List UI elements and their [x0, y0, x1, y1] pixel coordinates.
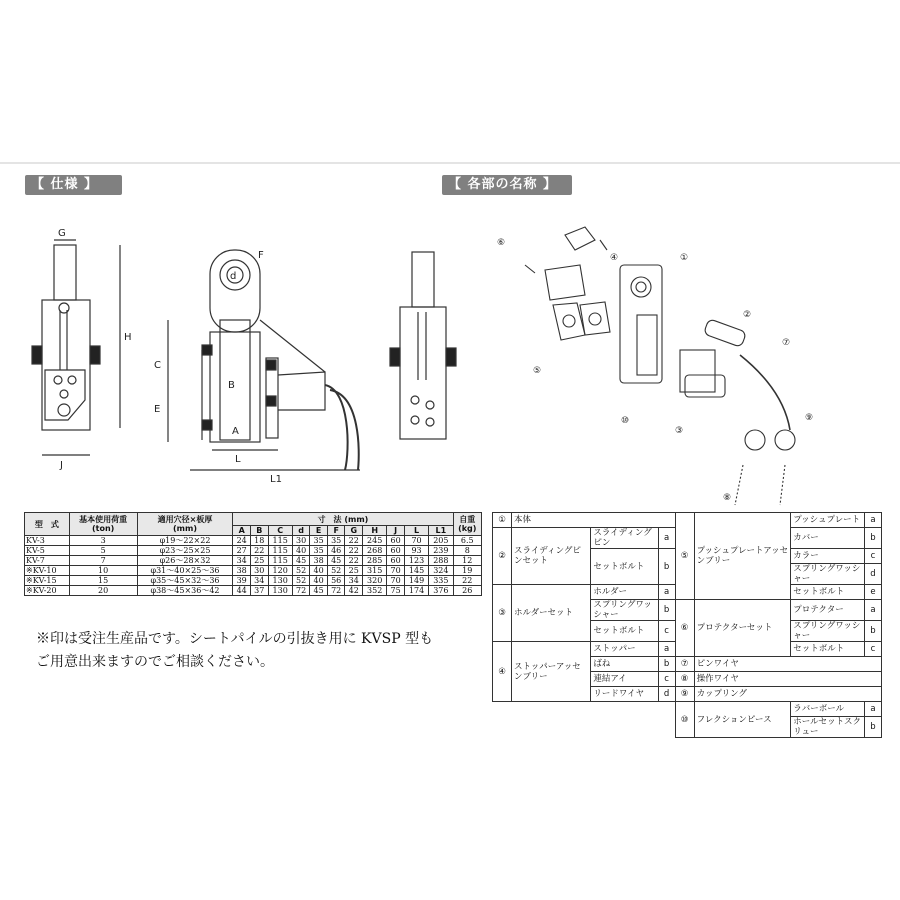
part-num: ⑩ [675, 702, 694, 738]
part-num: ⑨ [675, 687, 694, 702]
cell-load: 3 [69, 536, 137, 546]
cell-dim: 45 [327, 556, 345, 566]
spec-table-body [25, 536, 482, 596]
note-line-1: ※印は受注生産品です。シートパイルの引抜き用に KVSP 型も [36, 631, 434, 647]
dim-label-g: G [58, 228, 66, 239]
cell-weight: 12 [453, 556, 482, 566]
cell-dim: 70 [387, 566, 405, 576]
col-dim: F [327, 526, 345, 536]
sub-part: セットボルト [591, 621, 658, 642]
sub-part: リードワイヤ [591, 687, 658, 702]
cell-model: ※KV-10 [25, 566, 70, 576]
cell-dim: 93 [404, 546, 428, 556]
cell-dim: 268 [363, 546, 387, 556]
part-name: プロテクターセット [694, 600, 791, 657]
section-divider [0, 162, 900, 164]
cell-load: 10 [69, 566, 137, 576]
cell-dim: 123 [404, 556, 428, 566]
callout-7: ⑦ [782, 338, 791, 348]
dim-label-c: C [154, 360, 161, 371]
part-num: ⑥ [675, 600, 694, 657]
dim-label-j: J [60, 460, 63, 471]
col-range: 適用穴径×板厚 (mm) [137, 513, 233, 536]
sub-part: ホルダー [591, 585, 658, 600]
sub-letter: b [658, 549, 675, 585]
sub-letter: a [658, 585, 675, 600]
spec-row [25, 536, 482, 546]
cell-dim: 60 [387, 556, 405, 566]
col-dim: B [250, 526, 268, 536]
cell-model: KV-5 [25, 546, 70, 556]
callout-1: ① [680, 253, 689, 263]
part-num: ① [493, 513, 512, 528]
spec-section-title: 【 仕様 】 [25, 175, 122, 195]
cell-dim: 60 [387, 536, 405, 546]
cell-dim: 40 [292, 546, 310, 556]
sub-letter: e [865, 585, 882, 600]
cell-dim: 56 [327, 576, 345, 586]
cell-dim: 40 [310, 576, 328, 586]
cell-dim: 24 [233, 536, 251, 546]
part-num: ⑦ [675, 657, 694, 672]
cell-dim: 239 [429, 546, 453, 556]
cell-load: 20 [69, 586, 137, 596]
production-note [36, 628, 506, 674]
cell-dim: 45 [292, 556, 310, 566]
spec-row [25, 566, 482, 576]
cell-dim: 174 [404, 586, 428, 596]
front-view-shank [54, 245, 76, 300]
spec-table [24, 512, 482, 596]
empty-cell [493, 702, 676, 738]
cell-dim: 25 [250, 556, 268, 566]
cell-dim: 39 [233, 576, 251, 586]
part-name: フレクションピース [694, 702, 791, 738]
part-num: ⑧ [675, 672, 694, 687]
cell-dim: 324 [429, 566, 453, 576]
cell-dim: 115 [268, 546, 292, 556]
col-dim: L1 [429, 526, 453, 536]
spec-row [25, 586, 482, 596]
part-name: 本体 [512, 513, 676, 528]
sub-letter: b [865, 528, 882, 549]
cell-dim: 60 [387, 546, 405, 556]
col-dim: E [310, 526, 328, 536]
sub-part: ばね [591, 657, 658, 672]
sub-letter: c [658, 621, 675, 642]
cell-dim: 72 [327, 586, 345, 596]
cell-dim: 120 [268, 566, 292, 576]
sub-letter: a [865, 702, 882, 717]
cell-dim: 70 [404, 536, 428, 546]
sub-part: 連結アイ [591, 672, 658, 687]
sub-letter: a [865, 600, 882, 621]
cell-dim: 22 [345, 556, 363, 566]
cell-dim: 27 [233, 546, 251, 556]
sub-part: プッシュプレート [791, 513, 865, 528]
cell-dim: 30 [292, 536, 310, 546]
cell-weight: 6.5 [453, 536, 482, 546]
cell-dim: 72 [292, 586, 310, 596]
dim-label-l: L [235, 454, 241, 465]
sub-letter: b [865, 621, 882, 642]
callout-4: ④ [610, 253, 619, 263]
spec-row [25, 556, 482, 566]
dim-label-l1: L1 [270, 474, 282, 485]
cell-range: φ23〜25×25 [137, 546, 233, 556]
sub-letter: a [865, 513, 882, 528]
cell-range: φ26〜28×32 [137, 556, 233, 566]
dim-label-a: A [232, 426, 239, 437]
rear-view-shank [412, 252, 434, 307]
callout-9: ⑨ [805, 413, 814, 423]
cell-load: 7 [69, 556, 137, 566]
cell-weight: 19 [453, 566, 482, 576]
cell-dim: 52 [292, 576, 310, 586]
spec-drawing [20, 200, 480, 500]
callout-6: ⑥ [497, 238, 506, 248]
cell-range: φ31〜40×25〜36 [137, 566, 233, 576]
parts-diagram [485, 205, 885, 510]
part-name: スライディングピンセット [512, 528, 591, 585]
cell-model: KV-3 [25, 536, 70, 546]
cell-range: φ35〜45×32〜36 [137, 576, 233, 586]
cell-load: 15 [69, 576, 137, 586]
cell-dim: 40 [310, 566, 328, 576]
sub-letter: b [658, 657, 675, 672]
cell-dim: 25 [345, 566, 363, 576]
sub-letter: b [658, 600, 675, 621]
cell-dim: 376 [429, 586, 453, 596]
cell-dim: 45 [310, 586, 328, 596]
col-load: 基本使用荷重 (ton) [69, 513, 137, 536]
sub-letter: b [865, 717, 882, 738]
cell-dim: 52 [327, 566, 345, 576]
callout-8: ⑧ [723, 493, 732, 503]
sub-letter: c [658, 672, 675, 687]
callout-3: ③ [675, 426, 684, 436]
cell-dim: 35 [327, 536, 345, 546]
cell-dim: 285 [363, 556, 387, 566]
main-body-part [620, 265, 662, 383]
dim-label-b: B [228, 380, 235, 391]
cell-dim: 35 [310, 536, 328, 546]
cell-dim: 75 [387, 586, 405, 596]
sub-part: プロテクター [791, 600, 865, 621]
sub-part: ストッパー [591, 642, 658, 657]
cell-dim: 46 [327, 546, 345, 556]
part-name: カップリング [694, 687, 881, 702]
cell-dim: 34 [250, 576, 268, 586]
cell-weight: 22 [453, 576, 482, 586]
cell-dim: 37 [250, 586, 268, 596]
cell-model: ※KV-20 [25, 586, 70, 596]
col-dim: H [363, 526, 387, 536]
cell-weight: 8 [453, 546, 482, 556]
cell-dim: 245 [363, 536, 387, 546]
front-view-body [42, 300, 90, 430]
cell-dim: 22 [345, 536, 363, 546]
sub-part: スライディングピン [591, 528, 658, 549]
cell-dim: 149 [404, 576, 428, 586]
sub-part: セットボルト [591, 549, 658, 585]
part-num: ③ [493, 585, 512, 642]
parts-section-title: 【 各部の名称 】 [442, 175, 572, 195]
col-weight: 自重 (kg) [453, 513, 482, 536]
sub-part: セットボルト [791, 642, 865, 657]
sub-part: スプリングワッシャー [791, 621, 865, 642]
cell-dim: 70 [387, 576, 405, 586]
spec-row [25, 576, 482, 586]
dim-label-h: H [124, 332, 132, 343]
cell-dim: 288 [429, 556, 453, 566]
cell-dim: 34 [233, 556, 251, 566]
col-dim: C [268, 526, 292, 536]
col-dim: d [292, 526, 310, 536]
dim-label-e: E [154, 404, 161, 415]
cell-dim: 130 [268, 586, 292, 596]
sub-letter: a [658, 642, 675, 657]
cell-dim: 38 [233, 566, 251, 576]
col-dim: A [233, 526, 251, 536]
callout-5: ⑤ [533, 366, 542, 376]
cell-dim: 34 [345, 576, 363, 586]
sub-part: セットボルト [791, 585, 865, 600]
col-model: 型 式 [25, 513, 70, 536]
sub-letter: c [865, 642, 882, 657]
cell-dim: 335 [429, 576, 453, 586]
sub-letter: a [658, 528, 675, 549]
part-name: プッシュプレートアッセンブリー [694, 513, 791, 600]
cell-dim: 205 [429, 536, 453, 546]
cell-dim: 38 [310, 556, 328, 566]
cell-dim: 22 [250, 546, 268, 556]
sub-part: ラバーボール [791, 702, 865, 717]
col-dim: J [387, 526, 405, 536]
cell-dim: 320 [363, 576, 387, 586]
col-dim: L [404, 526, 428, 536]
col-dims: 寸 法 (mm) [233, 513, 453, 526]
cell-load: 5 [69, 546, 137, 556]
part-name: 操作ワイヤ [694, 672, 881, 687]
sub-part: ホールセットスクリュー [791, 717, 865, 738]
sub-part: スプリングワッシャー [791, 564, 865, 585]
col-dim: G [345, 526, 363, 536]
cell-model: KV-7 [25, 556, 70, 566]
cell-dim: 22 [345, 546, 363, 556]
part-name: ピンワイヤ [694, 657, 881, 672]
sub-part: カラー [791, 549, 865, 564]
cell-dim: 352 [363, 586, 387, 596]
callout-10: ⑩ [621, 416, 630, 426]
sub-part: カバー [791, 528, 865, 549]
cell-model: ※KV-15 [25, 576, 70, 586]
cell-range: φ38〜45×36〜42 [137, 586, 233, 596]
cell-dim: 18 [250, 536, 268, 546]
cell-dim: 115 [268, 536, 292, 546]
note-line-2: ご用意出来ますのでご相談ください。 [36, 654, 274, 670]
sub-letter: c [865, 549, 882, 564]
sub-part: スプリングワッシャー [591, 600, 658, 621]
cell-dim: 315 [363, 566, 387, 576]
parts-table [492, 512, 882, 738]
part-num: ④ [493, 642, 512, 702]
cell-dim: 145 [404, 566, 428, 576]
sub-letter: d [658, 687, 675, 702]
cell-dim: 130 [268, 576, 292, 586]
part-num: ② [493, 528, 512, 585]
part-name: ホルダーセット [512, 585, 591, 642]
cell-dim: 52 [292, 566, 310, 576]
cell-dim: 115 [268, 556, 292, 566]
sub-letter: d [865, 564, 882, 585]
callout-2: ② [743, 310, 752, 320]
dim-label-d: d [230, 271, 237, 282]
part-num: ⑤ [675, 513, 694, 600]
cell-dim: 44 [233, 586, 251, 596]
spec-row [25, 546, 482, 556]
cell-dim: 35 [310, 546, 328, 556]
cell-weight: 26 [453, 586, 482, 596]
part-name: ストッパーアッセンブリー [512, 642, 591, 702]
cell-dim: 42 [345, 586, 363, 596]
cell-dim: 30 [250, 566, 268, 576]
cell-range: φ19〜22×22 [137, 536, 233, 546]
dim-label-f: F [258, 250, 264, 261]
